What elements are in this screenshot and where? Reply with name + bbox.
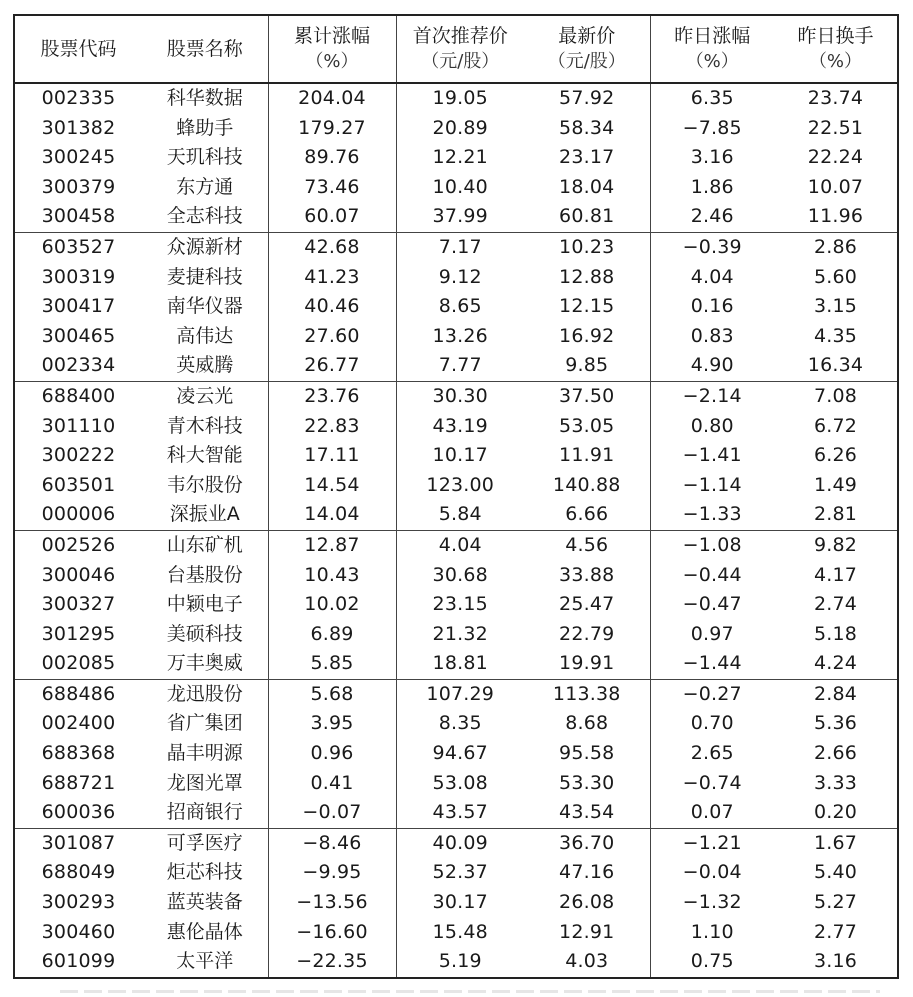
cell-latest-price: 37.50 [559,384,615,407]
cell-cumulative-gain: 179.27 [268,114,396,144]
cell-cumulative-gain: 26.77 [268,351,396,381]
cell-first-recommend-price: 12.21 [396,143,524,173]
cell-first-recommend-price: 10.17 [396,441,524,471]
cell-first-recommend-price: 18.81 [396,649,524,679]
cell-yesterday-gain: 2.65 [650,739,774,769]
cell-first-recommend-price: 10.40 [396,173,524,203]
cell-first-recommend-price: 4.04 [396,530,524,560]
cell-first-recommend-price: 9.12 [396,263,524,293]
table-row [14,263,898,293]
cell-cumulative-gain: 23.76 [268,381,396,411]
cell-stock-code: 600036 [14,798,142,828]
cell-stock-code: 300458 [14,202,142,232]
cell-stock-code: 603527 [41,235,116,258]
cell-latest-price: 95.58 [559,742,615,765]
cell-cumulative-gain: 10.43 [268,561,396,591]
cell-cumulative-gain: 89.76 [268,143,396,173]
cell-cumulative-gain: −16.60 [268,918,396,948]
cell-yesterday-gain: 0.07 [650,798,774,828]
header-yesterday-turnover: 昨日换手 （%） [774,15,898,83]
cell-first-recommend-price: 123.00 [396,471,524,501]
cell-cumulative-gain: 73.46 [268,173,396,203]
cell-stock-code: 002085 [14,649,142,679]
cell-stock-name: 美硕科技 [166,622,243,645]
cell-latest-price: 53.05 [559,414,615,437]
cell-stock-name: 天玑科技 [166,146,243,169]
cell-yesterday-gain: 0.97 [650,620,774,650]
cell-first-recommend-price: 43.57 [396,798,524,828]
table-row [14,143,898,173]
cell-yesterday-gain: 0.75 [650,947,774,978]
cell-yesterday-gain: −1.33 [650,500,774,530]
cell-yesterday-gain: −0.39 [650,232,774,262]
cell-yesterday-gain: −1.21 [650,828,774,858]
cell-yesterday-turnover: 6.72 [813,414,858,437]
cell-yesterday-gain: −7.85 [650,114,774,144]
cell-latest-price: 8.68 [565,712,609,735]
cell-yesterday-turnover: 3.33 [813,771,858,794]
table-row [14,649,898,679]
cell-first-recommend-price: 8.65 [396,292,524,322]
header-stock-name: 股票名称 [142,15,268,83]
cell-stock-code: 301087 [41,831,116,854]
cell-first-recommend-price: 40.09 [396,828,524,858]
cell-cumulative-gain: 17.11 [268,441,396,471]
cell-latest-price: 23.17 [559,146,615,169]
cell-yesterday-gain: 0.70 [650,709,774,739]
cell-yesterday-turnover: 11.96 [774,202,898,232]
cell-first-recommend-price: 52.37 [396,858,524,888]
cell-yesterday-turnover: 5.18 [813,622,858,645]
cell-yesterday-turnover: 22.24 [807,146,864,169]
table-row [14,769,898,799]
header-latest-price: 最新价 （元/股） [524,15,650,83]
cell-yesterday-gain: 4.90 [650,351,774,381]
cell-latest-price: 19.91 [524,649,650,679]
cell-yesterday-gain: 1.10 [650,918,774,948]
cell-first-recommend-price: 30.68 [396,561,524,591]
cell-stock-name: 麦捷科技 [166,265,243,288]
cell-yesterday-gain: −0.74 [650,769,774,799]
cell-yesterday-turnover: 5.40 [813,861,858,884]
cell-yesterday-turnover: 4.17 [813,563,858,586]
cell-yesterday-turnover: 5.27 [813,891,858,914]
cell-first-recommend-price: 20.89 [396,114,524,144]
cell-latest-price: 10.23 [559,235,615,258]
table-row [14,500,898,530]
cell-yesterday-turnover: 22.51 [807,116,864,139]
cell-latest-price: 25.47 [559,593,615,616]
table-row [14,322,898,352]
cell-yesterday-turnover: 2.66 [813,742,858,765]
cell-cumulative-gain: 3.95 [268,709,396,739]
cell-yesterday-turnover: 2.77 [813,920,858,943]
cell-stock-name: 山东矿机 [166,533,243,556]
cell-yesterday-turnover: 7.08 [813,384,858,407]
cell-yesterday-turnover: 2.81 [774,500,898,530]
cell-stock-code: 603501 [41,473,116,496]
cell-cumulative-gain: 204.04 [268,83,396,114]
cell-stock-name: 省广集团 [166,712,243,735]
table-row [14,947,898,978]
cell-stock-code: 688400 [41,384,116,407]
cell-latest-price: 22.79 [559,622,615,645]
cell-stock-name: 青木科技 [166,414,243,437]
cell-stock-code: 300327 [41,593,116,616]
table-row [14,709,898,739]
cell-yesterday-turnover: 4.24 [774,649,898,679]
table-row [14,114,898,144]
stock-recommendation-table [13,14,899,979]
table-row [14,530,898,560]
table-header-row [14,15,898,83]
cell-cumulative-gain: 27.60 [268,322,396,352]
cell-latest-price: 12.91 [559,920,615,943]
cell-yesterday-gain: −2.14 [650,381,774,411]
table-row [14,441,898,471]
cell-yesterday-turnover: 9.82 [813,533,858,556]
table-row [14,412,898,442]
cell-stock-code: 301382 [41,116,116,139]
cell-yesterday-gain: −0.04 [650,858,774,888]
cell-cumulative-gain: 14.04 [268,500,396,530]
cell-yesterday-gain: −1.32 [650,888,774,918]
cell-yesterday-turnover: 2.74 [813,593,858,616]
cell-first-recommend-price: 5.84 [396,500,524,530]
table-row [14,888,898,918]
cell-yesterday-gain: −0.27 [650,679,774,709]
cell-cumulative-gain: 22.83 [268,412,396,442]
cell-first-recommend-price: 7.17 [396,232,524,262]
cell-cumulative-gain: 41.23 [268,263,396,293]
cell-stock-code: 688721 [41,771,116,794]
cell-stock-name: 太平洋 [176,950,234,973]
cell-stock-code: 000006 [14,500,142,530]
cell-stock-name: 韦尔股份 [166,473,243,496]
cell-cumulative-gain: −9.95 [268,858,396,888]
cell-stock-code: 002400 [41,712,116,735]
header-stock-code: 股票代码 [14,15,142,83]
cell-yesterday-turnover: 1.49 [813,473,858,496]
cell-yesterday-gain: −1.14 [650,471,774,501]
cell-first-recommend-price: 37.99 [396,202,524,232]
cell-latest-price: 53.30 [559,771,615,794]
table-row [14,232,898,262]
stock-table-container [13,14,897,979]
cell-cumulative-gain: −13.56 [268,888,396,918]
cell-stock-name: 惠伦晶体 [166,920,243,943]
cell-yesterday-gain: −0.47 [650,590,774,620]
cell-yesterday-gain: −0.44 [650,561,774,591]
cell-cumulative-gain: 0.41 [268,769,396,799]
cell-yesterday-gain: 1.86 [650,173,774,203]
bottom-faint-text-strip [60,990,880,993]
cell-stock-code: 300319 [41,265,116,288]
cell-first-recommend-price: 15.48 [396,918,524,948]
table-row [14,351,898,381]
cell-yesterday-gain: 2.46 [650,202,774,232]
cell-cumulative-gain: 10.02 [268,590,396,620]
cell-yesterday-gain: 0.83 [650,322,774,352]
cell-latest-price: 60.81 [524,202,650,232]
table-row [14,202,898,232]
table-body [14,83,898,978]
cell-stock-code: 300465 [41,324,116,347]
cell-first-recommend-price: 5.19 [396,947,524,978]
cell-stock-code: 301295 [41,622,116,645]
cell-first-recommend-price: 19.05 [396,83,524,114]
cell-yesterday-turnover: 0.20 [774,798,898,828]
table-row [14,858,898,888]
cell-latest-price: 33.88 [559,563,615,586]
cell-stock-code: 300222 [41,444,116,467]
cell-stock-name: 高伟达 [176,324,234,347]
cell-yesterday-turnover: 10.07 [807,175,864,198]
cell-stock-name: 全志科技 [142,202,268,232]
cell-first-recommend-price: 23.15 [396,590,524,620]
cell-cumulative-gain: 0.96 [268,739,396,769]
cell-first-recommend-price: 13.26 [396,322,524,352]
cell-cumulative-gain: 40.46 [268,292,396,322]
cell-stock-name: 众源新材 [166,235,243,258]
cell-latest-price: 26.08 [559,891,615,914]
cell-yesterday-gain: 3.16 [650,143,774,173]
cell-first-recommend-price: 107.29 [396,679,524,709]
cell-yesterday-turnover: 5.60 [813,265,858,288]
table-row [14,679,898,709]
cell-latest-price: 4.03 [565,950,609,973]
cell-yesterday-gain: 6.35 [650,83,774,114]
cell-stock-name: 科华数据 [166,87,243,109]
table-row [14,292,898,322]
cell-yesterday-turnover: 23.74 [807,87,864,109]
table-row [14,83,898,114]
cell-stock-name: 炬芯科技 [166,861,243,884]
header-yesterday-gain: 昨日涨幅 （%） [650,15,774,83]
cell-latest-price: 113.38 [552,682,621,705]
cell-latest-price: 140.88 [552,473,621,496]
cell-stock-code: 688368 [41,742,116,765]
cell-latest-price: 12.15 [559,295,615,318]
table-row [14,173,898,203]
cell-stock-code: 300046 [41,563,116,586]
cell-latest-price: 9.85 [524,351,650,381]
cell-stock-name: 蓝英装备 [166,891,243,914]
cell-latest-price: 36.70 [559,831,615,854]
cell-stock-name: 南华仪器 [166,295,243,318]
cell-yesterday-gain: 0.80 [650,412,774,442]
cell-yesterday-turnover: 1.67 [813,831,858,854]
cell-cumulative-gain: 14.54 [268,471,396,501]
cell-stock-name: 科大智能 [166,444,243,467]
cell-stock-name: 万丰奥威 [142,649,268,679]
cell-stock-code: 300379 [41,175,116,198]
cell-stock-code: 002335 [41,87,116,109]
cell-yesterday-turnover: 2.86 [813,235,858,258]
cell-yesterday-turnover: 3.16 [813,950,858,973]
cell-cumulative-gain: −0.07 [268,798,396,828]
cell-stock-name: 龙迅股份 [166,682,243,705]
cell-latest-price: 12.88 [559,265,615,288]
table-row [14,918,898,948]
table-row [14,828,898,858]
cell-stock-name: 招商银行 [142,798,268,828]
cell-latest-price: 11.91 [559,444,615,467]
cell-first-recommend-price: 53.08 [396,769,524,799]
cell-yesterday-turnover: 6.26 [813,444,858,467]
cell-stock-code: 601099 [41,950,116,973]
cell-first-recommend-price: 30.30 [396,381,524,411]
table-row [14,471,898,501]
cell-stock-name: 凌云光 [176,384,234,407]
header-first-recommend-price: 首次推荐价 （元/股） [396,15,524,83]
cell-yesterday-gain: −1.41 [650,441,774,471]
cell-latest-price: 18.04 [559,175,615,198]
cell-first-recommend-price: 7.77 [396,351,524,381]
cell-cumulative-gain: 5.85 [268,649,396,679]
cell-stock-name: 台基股份 [166,563,243,586]
cell-stock-name: 东方通 [176,175,234,198]
cell-first-recommend-price: 30.17 [396,888,524,918]
cell-stock-name: 深振业A [142,500,268,530]
cell-stock-code: 300417 [41,295,116,318]
cell-cumulative-gain: −8.46 [268,828,396,858]
cell-first-recommend-price: 21.32 [396,620,524,650]
cell-cumulative-gain: 42.68 [268,232,396,262]
cell-cumulative-gain: 5.68 [268,679,396,709]
cell-yesterday-gain: −1.44 [650,649,774,679]
table-row [14,381,898,411]
cell-latest-price: 47.16 [559,861,615,884]
cell-latest-price: 58.34 [559,116,615,139]
cell-stock-name: 中颖电子 [166,593,243,616]
cell-stock-code: 300460 [41,920,116,943]
cell-yesterday-gain: −1.08 [650,530,774,560]
cell-yesterday-gain: 0.16 [650,292,774,322]
cell-cumulative-gain: 12.87 [268,530,396,560]
cell-yesterday-turnover: 4.35 [813,324,858,347]
cell-cumulative-gain: −22.35 [268,947,396,978]
cell-stock-code: 301110 [41,414,116,437]
cell-yesterday-turnover: 3.15 [813,295,858,318]
cell-stock-code: 300293 [41,891,116,914]
table-row [14,739,898,769]
table-row [14,620,898,650]
cell-first-recommend-price: 8.35 [396,709,524,739]
cell-latest-price: 43.54 [524,798,650,828]
cell-yesterday-turnover: 5.36 [813,712,858,735]
cell-latest-price: 6.66 [524,500,650,530]
cell-stock-name: 晶丰明源 [166,742,243,765]
cell-stock-code: 002526 [41,533,116,556]
table-row [14,798,898,828]
cell-yesterday-gain: 4.04 [650,263,774,293]
cell-latest-price: 4.56 [565,533,609,556]
cell-cumulative-gain: 60.07 [268,202,396,232]
cell-stock-name: 可孚医疗 [166,831,243,854]
cell-stock-code: 002334 [14,351,142,381]
header-cumulative-gain: 累计涨幅 （%） [268,15,396,83]
table-row [14,590,898,620]
cell-stock-code: 688486 [41,682,116,705]
cell-first-recommend-price: 43.19 [396,412,524,442]
cell-latest-price: 57.92 [559,87,615,109]
cell-latest-price: 16.92 [559,324,615,347]
cell-stock-name: 蜂助手 [176,116,234,139]
cell-cumulative-gain: 6.89 [268,620,396,650]
cell-first-recommend-price: 94.67 [396,739,524,769]
cell-stock-name: 龙图光罩 [166,771,243,794]
cell-stock-name: 英威腾 [142,351,268,381]
cell-stock-code: 688049 [41,861,116,884]
cell-yesterday-turnover: 2.84 [813,682,858,705]
cell-stock-code: 300245 [41,146,116,169]
table-row [14,561,898,591]
cell-yesterday-turnover: 16.34 [774,351,898,381]
